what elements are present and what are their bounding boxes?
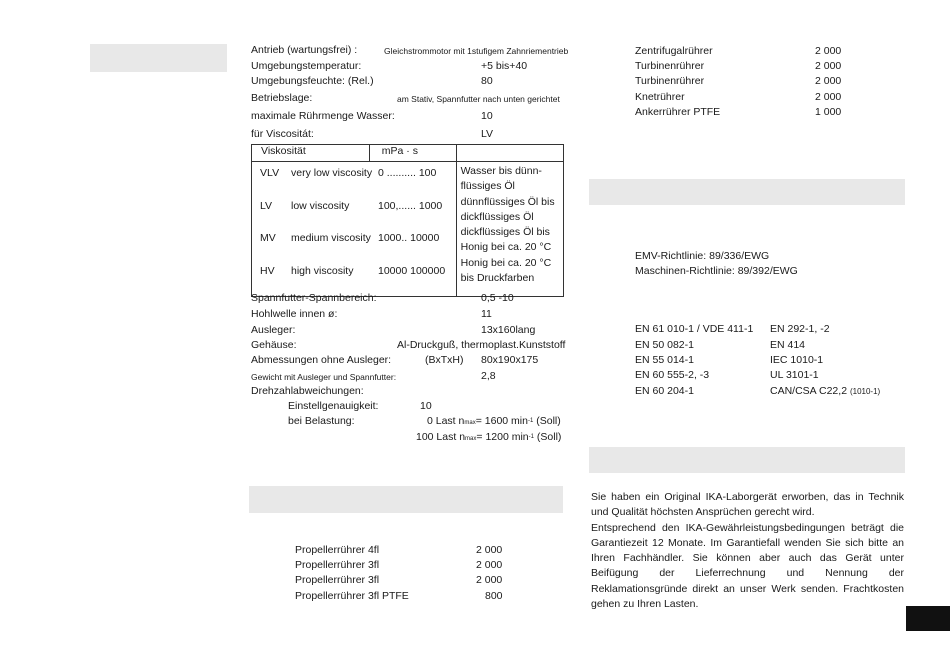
spec-einstell-value: 10: [420, 400, 432, 412]
viscosity-header-col1: Viskosität: [252, 145, 370, 162]
norm-left: EN 50 082-1: [635, 339, 694, 351]
spec-spann-label: Spannfutter-Spannbereich:: [251, 292, 377, 304]
spec-spann-value: 0,5 -10: [481, 292, 514, 304]
spec-ausleger-value: 13x160lang: [481, 324, 536, 336]
section-header-bar-garantie: [589, 447, 905, 473]
garantie-paragraph: [591, 490, 904, 612]
spec-menge-label: maximale Rührmenge Wasser:: [251, 110, 395, 122]
viscosity-row: [260, 199, 445, 230]
viscosity-name: very low viscosity: [291, 167, 373, 179]
spec-hohl-label: Hohlwelle innen ø:: [251, 308, 338, 320]
viscosity-desc-line: Wasser bis dünn-: [460, 165, 542, 177]
spec-load2: [416, 431, 561, 445]
ruehrer-item-value: 2 000: [815, 91, 842, 103]
viscosity-header-col2: mPa · s: [369, 145, 456, 162]
propeller-item-name: Propellerrührer 4fl: [295, 544, 380, 556]
spec-abm-value: 80x190x175: [481, 354, 539, 366]
norm-right: IEC 1010-1: [770, 354, 824, 366]
viscosity-name: low viscosity: [291, 199, 350, 212]
viscosity-class-list: [258, 164, 447, 296]
section-header-bar-zubehoer: [249, 486, 563, 513]
richtlinie-line: EMV-Richtlinie: 89/336/EWG: [635, 250, 770, 262]
ruehrer-item-name: Knetrührer: [635, 91, 685, 103]
viscosity-code: MV: [260, 232, 276, 245]
viscosity-description-cell: [456, 162, 563, 297]
viscosity-range: 10000 100000: [378, 264, 446, 277]
viscosity-row: [260, 231, 445, 262]
propeller-item-value: 800: [485, 590, 503, 602]
spec-ausleger-label: Ausleger:: [251, 324, 296, 336]
viscosity-code: HV: [260, 264, 275, 277]
spec-lage-label: Betriebslage:: [251, 92, 313, 104]
viscosity-range: 1000.. 10000: [378, 232, 440, 245]
ruehrer-item-name: Ankerrührer PTFE: [635, 106, 721, 118]
spec-abm-mid: (BxTxH): [425, 354, 464, 366]
viscosity-row: [260, 264, 445, 295]
norm-left: EN 60 204-1: [635, 385, 694, 397]
viscosity-table: [251, 144, 564, 297]
spec-abm-label: Abmessungen ohne Ausleger:: [251, 354, 392, 366]
viscosity-row: [260, 166, 445, 197]
viscosity-code: VLV: [260, 167, 280, 179]
load2-prefix: 100 Last n: [416, 431, 466, 443]
viscosity-code: LV: [260, 199, 273, 212]
spec-temp-value: +5 bis+40: [481, 60, 528, 72]
load2-sup: -1: [528, 434, 534, 440]
viscosity-desc-line: dickflüssiges Öl: [460, 210, 534, 223]
viscosity-header-col3: [456, 145, 563, 162]
viscosity-range: 100,...... 1000: [378, 199, 443, 212]
spec-gehaeuse-label: Gehäuse:: [251, 339, 297, 351]
propeller-item-value: 2 000: [476, 544, 503, 556]
spec-drehzahl-label: Drehzahlabweichungen:: [251, 385, 364, 397]
spec-menge-value: 10: [481, 110, 493, 122]
ruehrer-item-name: Turbinenrührer: [635, 75, 705, 87]
spec-gewicht-label: Gewicht mit Ausleger und Spannfutter:: [251, 372, 397, 382]
propeller-item-value: 2 000: [476, 559, 503, 571]
ruehrer-item-name: Zentrifugalrührer: [635, 45, 713, 57]
propeller-item-name: Propellerrührer 3fl PTFE: [295, 590, 409, 602]
ruehrer-item-value: 2 000: [815, 75, 842, 87]
ruehrer-item-name: Turbinenrührer: [635, 60, 705, 72]
spec-antrieb-value: Gleichstrommotor mit 1stufigem Zahnriementrieb: [384, 46, 569, 56]
spec-gewicht-value: 2,8: [481, 370, 496, 382]
load1-prefix: 0 Last n: [427, 415, 465, 427]
load1-sub: max: [464, 420, 476, 426]
richtlinie-line: Maschinen-Richtlinie: 89/392/EWG: [635, 265, 798, 277]
page-tab-marker: [906, 606, 950, 631]
propeller-item-value: 2 000: [476, 574, 503, 586]
spec-visc-label: für Viscositát:: [251, 128, 314, 140]
viscosity-desc-line: bis Druckfarben: [460, 272, 535, 285]
norm-left: EN 60 555-2, -3: [635, 369, 710, 381]
ruehrer-item-value: 1 000: [815, 106, 842, 118]
viscosity-desc-line: dünnflüssiges Öl bis: [460, 195, 555, 208]
garantie-p2: Entsprechend den IKA-Gewährleistungsbedingungen beträgt die Garantiezeit 12 Monate. Im Garantiefall wenden Sie sich bitte an Ihren Fachhändler. Sie können aber auch das Gerät unter Beifügung der Lieferrechnung und Nennung der Reklamationsgründe direkt an unser Werk senden. Frachtkosten gehen zu Ihren Lasten.: [591, 521, 904, 611]
section-header-bar-left-top: [90, 44, 227, 72]
ruehrer-item-value: 2 000: [815, 45, 842, 57]
spec-hohl-value: 11: [481, 308, 492, 320]
ruehrer-item-value: 2 000: [815, 60, 842, 72]
viscosity-desc-line: Honig bei ca. 20 °C: [460, 256, 552, 269]
spec-feuchte-value: 80: [481, 75, 493, 87]
norm-right: EN 414: [770, 339, 806, 351]
spec-temp-label: Umgebungstemperatur:: [251, 60, 362, 72]
garantie-p1: Sie haben ein Original IKA-Laborgerät erworben, das in Technik und Qualität höchsten Ansprüchen gerecht wird.: [591, 491, 904, 519]
norm-right: CAN/CSA C22,2: [770, 385, 848, 397]
spec-load1: [427, 415, 561, 429]
norm-left: EN 61 010-1 / VDE 411-1: [635, 323, 754, 335]
norm-right-with-small: [770, 385, 880, 398]
load1-value: = 1600 min: [475, 415, 528, 427]
viscosity-name: medium viscosity: [291, 232, 371, 245]
spec-einstell-label: Einstellgenauigkeit:: [288, 400, 379, 412]
viscosity-desc-line: flüssiges Öl: [460, 180, 515, 193]
viscosity-name: high viscosity: [291, 264, 354, 277]
load1-sup: -1: [527, 418, 534, 424]
propeller-item-name: Propellerrührer 3fl: [295, 559, 380, 571]
viscosity-desc-line: Honig bei ca. 20 °C: [460, 241, 552, 254]
spec-antrieb-label: Antrieb (wartungsfrei) :: [251, 44, 358, 56]
norm-right: UL 3101-1: [770, 369, 819, 381]
spec-lage-value: am Stativ, Spannfutter nach unten gerichtet: [397, 94, 560, 104]
viscosity-range: 0 .......... 100: [378, 167, 437, 179]
load2-value: = 1200 min: [476, 431, 529, 443]
spec-belastung-label: bei Belastung:: [288, 415, 355, 427]
norm-right: EN 292-1, -2: [770, 323, 830, 335]
load1-suffix: (Soll): [533, 415, 561, 427]
viscosity-desc-line: dickflüssiges Öl bis: [460, 226, 550, 239]
load2-suffix: (Soll): [533, 431, 562, 443]
spec-gehaeuse-value: Al-Druckguß, thermoplast.Kunststoff: [397, 339, 566, 351]
spec-feuchte-label: Umgebungsfeuchte: (Rel.): [251, 75, 374, 87]
load2-sub: max: [465, 436, 477, 442]
spec-visc-value: LV: [481, 128, 494, 140]
norm-left: EN 55 014-1: [635, 354, 694, 366]
propeller-item-name: Propellerrührer 3fl: [295, 574, 380, 586]
norm-right-small: (1010-1): [849, 387, 881, 396]
section-header-bar-normen: [589, 179, 905, 205]
viscosity-class-cell: [252, 162, 457, 297]
